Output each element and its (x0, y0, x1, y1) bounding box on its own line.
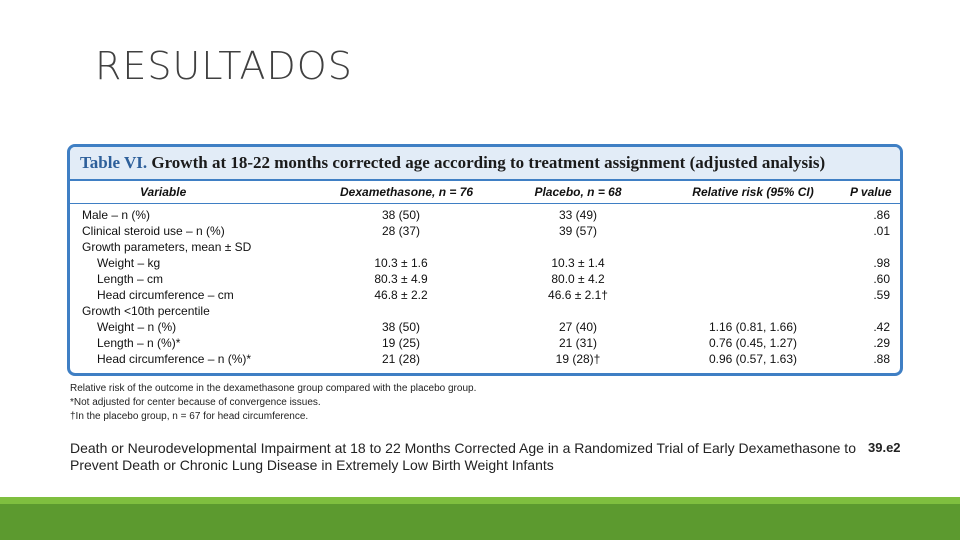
cell-dexamethasone: 19 (25) (381, 336, 421, 350)
cell-p-value: .98 (873, 256, 890, 270)
header-dexamethasone: Dexamethasone, n = 76 (340, 185, 474, 199)
cell-p-value: .29 (873, 336, 890, 350)
cell-relative-risk: 0.76 (0.45, 1.27) (708, 336, 798, 350)
table-footnotes (70, 382, 476, 424)
cell-variable: Clinical steroid use – n (%) (82, 224, 225, 238)
table-header-row (70, 181, 900, 204)
table-row (70, 272, 900, 288)
cell-p-value: .01 (873, 224, 890, 238)
cell-relative-risk: 1.16 (0.81, 1.66) (708, 320, 798, 334)
table-row (70, 320, 900, 336)
cell-placebo: 80.0 ± 4.2 (551, 272, 605, 286)
cell-p-value: .88 (873, 352, 890, 366)
footnote: Relative risk of the outcome in the dexamethasone group compared with the placebo group. (70, 383, 477, 394)
header-variable: Variable (140, 185, 187, 199)
table-row (70, 352, 900, 368)
cell-placebo: 21 (31) (558, 336, 598, 350)
table-caption (70, 147, 900, 181)
slide-title: RESULTADOS (95, 44, 353, 88)
cell-variable: Head circumference – cm (97, 288, 234, 302)
cell-relative-risk: 0.96 (0.57, 1.63) (708, 352, 798, 366)
cell-placebo: 33 (49) (558, 208, 598, 222)
page-number: 39.e2 (868, 440, 901, 455)
cell-dexamethasone: 21 (28) (381, 352, 421, 366)
footnote: †In the placebo group, n = 67 for head circumference. (70, 411, 309, 422)
cell-variable: Growth <10th percentile (82, 304, 210, 318)
cell-dexamethasone: 28 (37) (381, 224, 421, 238)
cell-dexamethasone: 80.3 ± 4.9 (374, 272, 428, 286)
table-row (70, 336, 900, 352)
header-relative-risk: Relative risk (95% CI) (692, 185, 814, 199)
cell-placebo: 27 (40) (558, 320, 598, 334)
cell-placebo: 46.6 ± 2.1† (548, 288, 608, 302)
cell-variable: Growth parameters, mean ± SD (82, 240, 252, 254)
cell-p-value: .42 (873, 320, 890, 334)
cell-variable: Length – cm (97, 272, 164, 286)
cell-variable: Weight – kg (97, 256, 161, 270)
cell-placebo: 39 (57) (558, 224, 598, 238)
table-row (70, 288, 900, 304)
cell-p-value: .86 (873, 208, 890, 222)
results-table (67, 144, 903, 376)
table-row (70, 256, 900, 272)
table-row (70, 224, 900, 240)
cell-variable: Length – n (%)* (97, 336, 181, 350)
header-p-value: P value (850, 185, 892, 199)
cell-variable: Weight – n (%) (97, 320, 177, 334)
footer-bar-accent (0, 497, 960, 504)
cell-variable: Head circumference – n (%)* (97, 352, 252, 366)
article-citation: Death or Neurodevelopmental Impairment at 18 to 22 Months Corrected Age in a Randomized Trial of Early Dexamethasone to Prevent Death or Chronic Lung Disease in Extremely Low Birth Weight Infants (70, 440, 856, 473)
table-row (70, 304, 900, 320)
cell-p-value: .60 (873, 272, 890, 286)
table-row (70, 208, 900, 224)
cell-dexamethasone: 10.3 ± 1.6 (374, 256, 428, 270)
cell-variable: Male – n (%) (82, 208, 151, 222)
cell-dexamethasone: 38 (50) (381, 208, 421, 222)
cell-dexamethasone: 38 (50) (381, 320, 421, 334)
cell-placebo: 19 (28)† (555, 352, 601, 366)
header-placebo: Placebo, n = 68 (534, 185, 622, 199)
cell-p-value: .59 (873, 288, 890, 302)
cell-dexamethasone: 46.8 ± 2.2 (374, 288, 428, 302)
table-caption-number: Table VI. (80, 153, 148, 172)
table-row (70, 240, 900, 256)
footnote: *Not adjusted for center because of convergence issues. (70, 397, 321, 408)
cell-placebo: 10.3 ± 1.4 (551, 256, 605, 270)
table-caption-text: Growth at 18-22 months corrected age according to treatment assignment (adjusted analysis) (151, 153, 826, 172)
